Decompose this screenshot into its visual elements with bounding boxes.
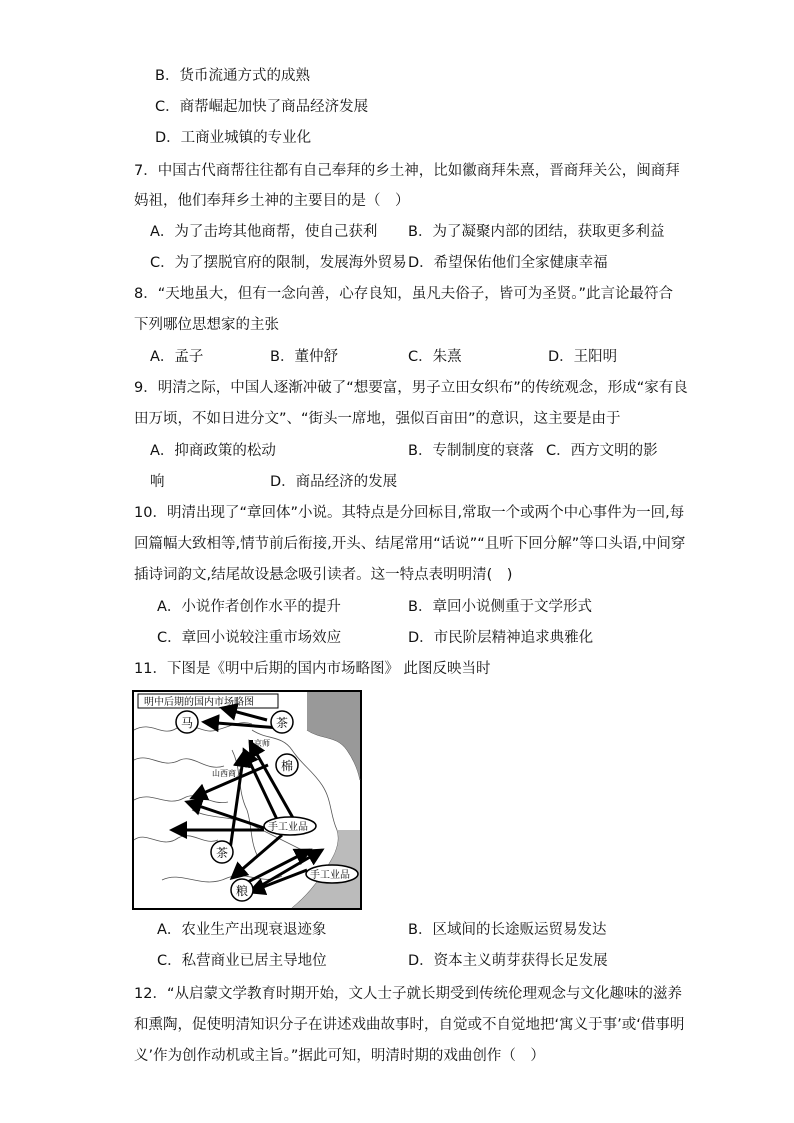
label-cotton: 棉 (281, 759, 294, 773)
question-7-line1: 7．中国古代商帮往往都有自己奉拜的乡土神，比如徽商拜朱熹，晋商拜关公，闽商拜 (134, 163, 680, 179)
option-10c: C．章回小说较注重市场效应 (157, 630, 342, 646)
question-10-line1: 10．明清出现了“章回体”小说。其特点是分回标目,常取一个或两个中心事件为一回,每 (134, 505, 685, 521)
label-tea-north: 茶 (276, 716, 289, 730)
option-9c: C．西方文明的影 (546, 443, 658, 459)
option-6d: D．工商业城镇的专业化 (155, 130, 312, 146)
question-11-line1: 11．下图是《明中后期的国内市场略图》 此图反映当时 (134, 661, 491, 677)
question-9-line2: 田万顷，不如日进分文”、“街头一席地，强似百亩田”的意识，这主要是由于 (134, 411, 621, 427)
question-8-line1: 8．“天地虽大，但有一念向善，心存良知，虽凡夫俗子，皆可为圣贤。”此言论最符合 (134, 286, 673, 302)
option-10d: D．市民阶层精神追求典雅化 (408, 630, 594, 646)
option-11b: B．区域间的长途贩运贸易发达 (408, 922, 607, 938)
question-12-line1: 12．“从启蒙文学教育时期开始，文人士子就长期受到传统伦理观念与文化趣味的滋养 (134, 986, 682, 1002)
option-6b: B．货币流通方式的成熟 (155, 68, 310, 84)
option-9d: D．商品经济的发展 (270, 474, 398, 490)
option-8d: D．王阳明 (548, 349, 618, 365)
question-10-line3: 插诗词韵文,结尾故设悬念吸引读者。这一特点表明明清( ) (134, 567, 513, 583)
label-shanxi-merchants: 山西商人 (212, 769, 244, 778)
option-7d: D．希望保佑他们全家健康幸福 (408, 255, 608, 271)
option-6c: C．商帮崛起加快了商品经济发展 (155, 99, 369, 115)
label-horse: 马 (181, 716, 194, 730)
label-grain: 粮 (236, 884, 249, 898)
option-7a: A．为了击垮其他商帮，使自己获利 (150, 224, 378, 240)
option-8b: B．董仲舒 (270, 349, 338, 365)
option-8a: A．孟子 (150, 349, 204, 365)
option-8c: C．朱熹 (408, 349, 462, 365)
option-7c: C．为了摆脱官府的限制，发展海外贸易 (150, 255, 407, 271)
option-9b: B．专制制度的衰落 (408, 443, 534, 459)
question-10-line2: 回篇幅大致相等,情节前后衔接,开头、结尾常用“话说”“且听下回分解”等口头语,中间穿 (134, 536, 686, 552)
label-handicraft-2: 手工业品 (310, 870, 350, 881)
option-11a: A．农业生产出现衰退迹象 (157, 922, 327, 938)
option-10b: B．章回小说侧重于文学形式 (408, 599, 592, 615)
map-title: 明中后期的国内市场略图 (144, 697, 254, 708)
capital-marker (249, 740, 253, 744)
option-7b: B．为了凝聚内部的团结，获取更多利益 (408, 224, 665, 240)
question-12-line2: 和熏陶，促使明清知识分子在讲述戏曲故事时，自觉或不自觉地把‘寓义于事’或‘借事明 (134, 1017, 685, 1033)
option-11d: D．资本主义萌芽获得长足发展 (408, 953, 608, 969)
question-9-line1: 9．明清之际，中国人逐渐冲破了“想要富，男子立田女织布”的传统观念，形成“家有良 (134, 380, 688, 396)
question-7-line2: 妈祖，他们奉拜乡土神的主要目的是（ ） (134, 193, 410, 209)
label-handicraft-1: 手工业品 (268, 822, 308, 833)
option-10a: A．小说作者创作水平的提升 (157, 599, 341, 615)
option-11c: C．私营商业已居主导地位 (157, 953, 327, 969)
market-map (132, 690, 362, 910)
question-12-line3: 义’作为创作动机或主旨。”据此可知，明清时期的戏曲创作（ ） (134, 1048, 545, 1064)
question-8-line2: 下列哪位思想家的主张 (134, 317, 279, 333)
option-9c-continued: 响 (150, 474, 165, 490)
label-tea-south: 茶 (216, 846, 229, 860)
label-capital: 京师 (254, 739, 270, 748)
option-9a: A．抑商政策的松动 (150, 443, 276, 459)
